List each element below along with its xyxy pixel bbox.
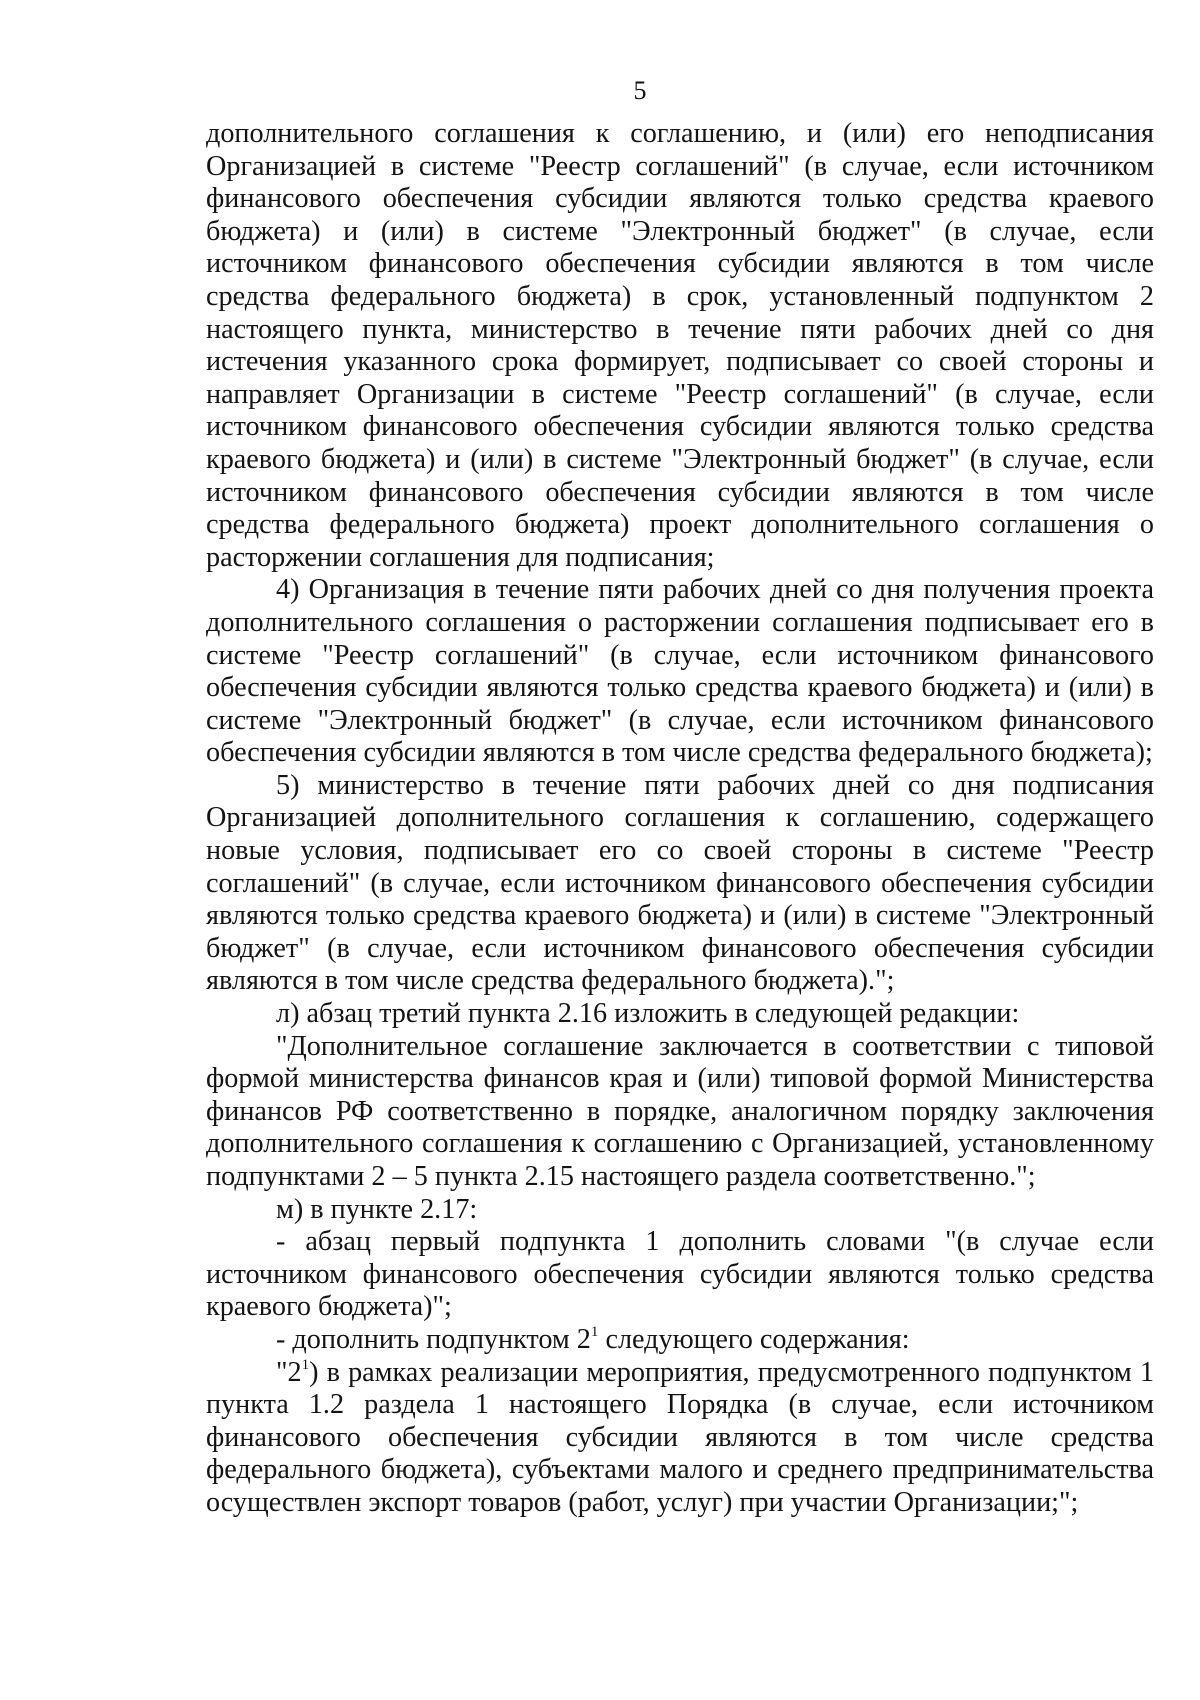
paragraph-text-before: - дополнить подпунктом 2 [276, 1323, 591, 1355]
paragraph-item-4: 4) Организация в течение пяти рабочих дней со дня получения проекта дополнительного соглашения о расторжении соглашения подписывает его в системе "Реестр соглашений" (в случае, если источником финансового обеспечения субсидии являются только средства краевого бюджета) и (или) в системе "Электронный бюджет" (в случае, если источником финансового обеспечения субсидии являются в том числе средства федерального бюджета); [206, 574, 1154, 769]
paragraph-bullet-1: - абзац первый подпункта 1 дополнить словами "(в случае если источником финансового обеспечения субсидии являются только средства краевого бюджета)"; [206, 1226, 1154, 1323]
paragraph-item-m: м) в пункте 2.17: [276, 1193, 478, 1225]
paragraph-item-5: 5) министерство в течение пяти рабочих дней со дня подписания Организацией дополнительного соглашения к соглашению, содержащего новые условия, подписывает его со своей стороны в системе "Реестр соглашений" (в случае, если источником финансового обеспечения субсидии являются только средства краевого бюджета) и (или) в системе "Электронный бюджет" (в случае, если источником финансового обеспечения субсидии являются в том числе средства федерального бюджета)."; [206, 769, 1154, 997]
paragraph-subpoint-2-1 [206, 1357, 1154, 1520]
paragraph-quoted-text: "Дополнительное соглашение заключается в соответствии с типовой формой министерства финансов края и (или) типовой формой Министерства финансов РФ соответственно в порядке, аналогичном порядку заключения дополнительного соглашения к соглашению с Организацией, установленному подпунктами 2 – 5 пункта 2.15 настоящего раздела соответственно."; [206, 1030, 1154, 1192]
page-number: 5 [633, 76, 647, 105]
document-body [206, 118, 1154, 1520]
paragraph-item-l: л) абзац третий пункта 2.16 изложить в следующей редакции: [276, 998, 1020, 1030]
paragraph-text-before: "2 [276, 1356, 302, 1388]
paragraph-bullet-2 [206, 1324, 1154, 1357]
paragraph-continuation: дополнительного соглашения к соглашению, и (или) его неподписания Организацией в системе "Реестр соглашений" (в случае, если источником финансового обеспечения субсидии являются только средства краевого бюджета) и (или) в системе "Электронный бюджет" (в случае, если источником финансового обеспечения субсидии являются в том числе средства федерального бюджета) в срок, установленный подпунктом 2 настоящего пункта, министерство в течение пяти рабочих дней со дня истечения указанного срока формирует, подписывает со своей стороны и направляет Организации в системе "Реестр соглашений" (в случае, если источником финансового обеспечения субсидии являются только средства краевого бюджета) и (или) в системе "Электронный бюджет" (в случае, если источником финансового обеспечения субсидии являются в том числе средства федерального бюджета) проект дополнительного соглашения о расторжении соглашения для подписания; [206, 118, 1154, 573]
paragraph-text-after: следующего содержания: [598, 1323, 910, 1355]
superscript: 1 [301, 1356, 310, 1373]
paragraph-text-after: ) в рамках реализации мероприятия, предусмотренного подпунктом 1 пункта 1.2 раздела 1 настоящего Порядка (в случае, если источником финансового обеспечения субсидии являются в том числе средства федерального бюджета), субъектами малого и среднего предпринимательства осуществлен экспорт товаров (работ, услуг) при участии Организации;"; [206, 1356, 1154, 1518]
superscript: 1 [590, 1323, 599, 1340]
